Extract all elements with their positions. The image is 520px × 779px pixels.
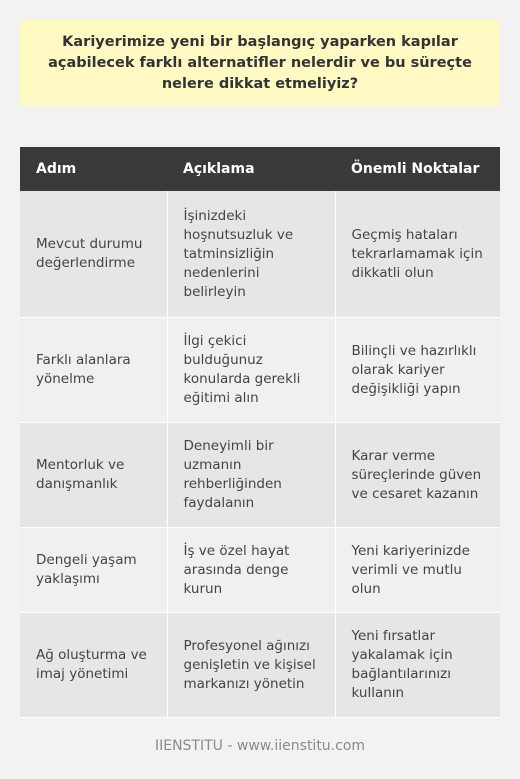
cell-description: Deneyimli bir uzmanın rehberliğinden faydalanın xyxy=(167,423,335,528)
cell-step: Ağ oluşturma ve imaj yönetimi xyxy=(20,613,167,718)
cell-key-points: Yeni kariyerinizde verimli ve mutlu olun xyxy=(335,528,500,613)
cell-description: İlgi çekici bulduğunuz konularda gerekli eğitimi alın xyxy=(167,318,335,423)
cell-step: Dengeli yaşam yaklaşımı xyxy=(20,528,167,613)
table-row xyxy=(20,613,500,718)
cell-step: Mevcut durumu değerlendirme xyxy=(20,191,167,318)
cell-step: Mentorluk ve danışmanlık xyxy=(20,423,167,528)
table-row xyxy=(20,528,500,613)
cell-step: Farklı alanlara yönelme xyxy=(20,318,167,423)
page-title: Kariyerimize yeni bir başlangıç yaparken kapılar açabilecek farklı alternatifler nelerdir ve bu süreçte nelere dikkat etmeliyiz? xyxy=(48,33,472,92)
header-key-points: Önemli Noktalar xyxy=(335,147,500,191)
header-step: Adım xyxy=(20,147,167,191)
cell-key-points: Karar verme süreçlerinde güven ve cesaret kazanın xyxy=(335,423,500,528)
cell-key-points: Geçmiş hataları tekrarlamamak için dikkatli olun xyxy=(335,191,500,318)
table-row xyxy=(20,191,500,318)
cell-description: İşinizdeki hoşnutsuzluk ve tatminsizliğin nedenlerini belirleyin xyxy=(167,191,335,318)
cell-description: Profesyonel ağınızı genişletin ve kişisel markanızı yönetin xyxy=(167,613,335,718)
footer-credit: IIENSTITU - www.iienstitu.com xyxy=(154,738,366,754)
title-banner xyxy=(20,20,500,106)
cell-key-points: Bilinçli ve hazırlıklı olarak kariyer değişikliği yapın xyxy=(335,318,500,423)
table-row xyxy=(20,423,500,528)
table-row xyxy=(20,318,500,423)
career-steps-table xyxy=(20,147,500,718)
header-description: Açıklama xyxy=(167,147,335,191)
table-header-row xyxy=(20,147,500,191)
cell-description: İş ve özel hayat arasında denge kurun xyxy=(167,528,335,613)
cell-key-points: Yeni fırsatlar yakalamak için bağlantılarınızı kullanın xyxy=(335,613,500,718)
